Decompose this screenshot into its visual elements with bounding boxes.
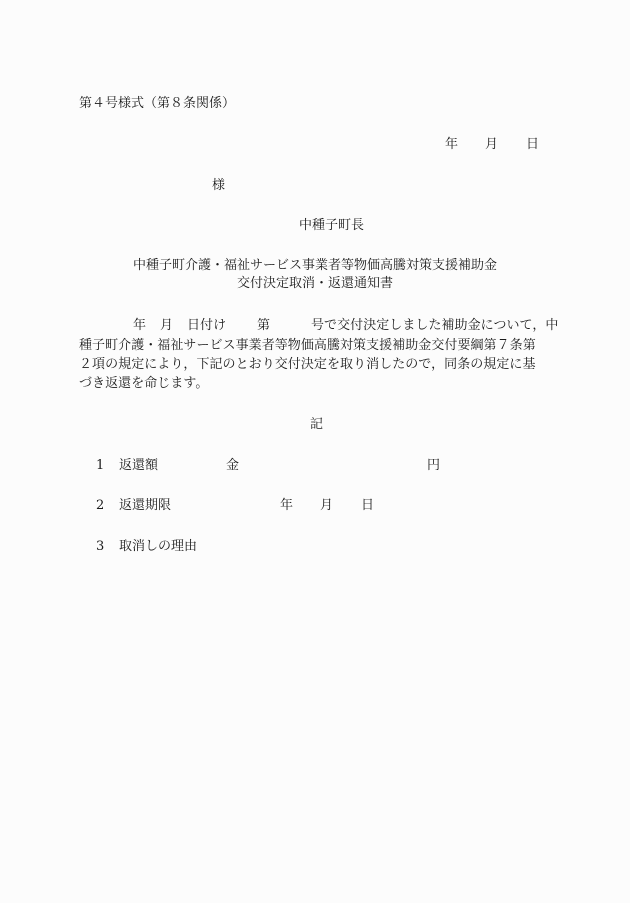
body-line-3: ２項の規定により，下記のとおり交付決定を取り消したので，同条の規定に基 — [79, 357, 536, 372]
addressee-suffix: 様 — [212, 178, 226, 193]
body-line-1-rest: 号で交付決定しました補助金について，中 — [311, 318, 559, 333]
item-amount-suffix: 円 — [427, 458, 441, 473]
date-year: 年 — [445, 137, 459, 152]
item-amount-prefix: 金 — [226, 458, 240, 473]
body-month: 月 — [160, 318, 174, 333]
item-label: 返還期限 — [119, 498, 172, 513]
item-number: 3 — [96, 539, 105, 554]
deadline-day: 日 — [361, 498, 375, 513]
item-label: 返還額 — [119, 458, 159, 473]
title-line-1: 中種子町介護・福祉サービス事業者等物価高騰対策支援補助金 — [132, 258, 497, 273]
deadline-year: 年 — [280, 498, 294, 513]
item-number: 2 — [96, 498, 105, 513]
date-day: 日 — [526, 137, 540, 152]
item-number: 1 — [96, 458, 105, 473]
body-line-2: 種子町介護・福祉サービス事業者等物価高騰対策支援補助金交付要綱第７条第 — [79, 338, 536, 353]
body-no-prefix: 第 — [257, 318, 271, 333]
deadline-month: 月 — [320, 498, 334, 513]
title-line-2: 交付決定取消・返還通知書 — [236, 276, 393, 291]
form-label: 第４号様式（第８条関係） — [79, 96, 236, 111]
body-day: 日付け — [187, 318, 227, 333]
item-label: 取消しの理由 — [119, 539, 198, 554]
ki-heading: 記 — [310, 417, 324, 432]
body-year: 年 — [133, 318, 147, 333]
body-line-4: づき返還を命じます。 — [79, 376, 209, 391]
date-month: 月 — [485, 137, 499, 152]
issuer: 中種子町長 — [299, 218, 365, 233]
